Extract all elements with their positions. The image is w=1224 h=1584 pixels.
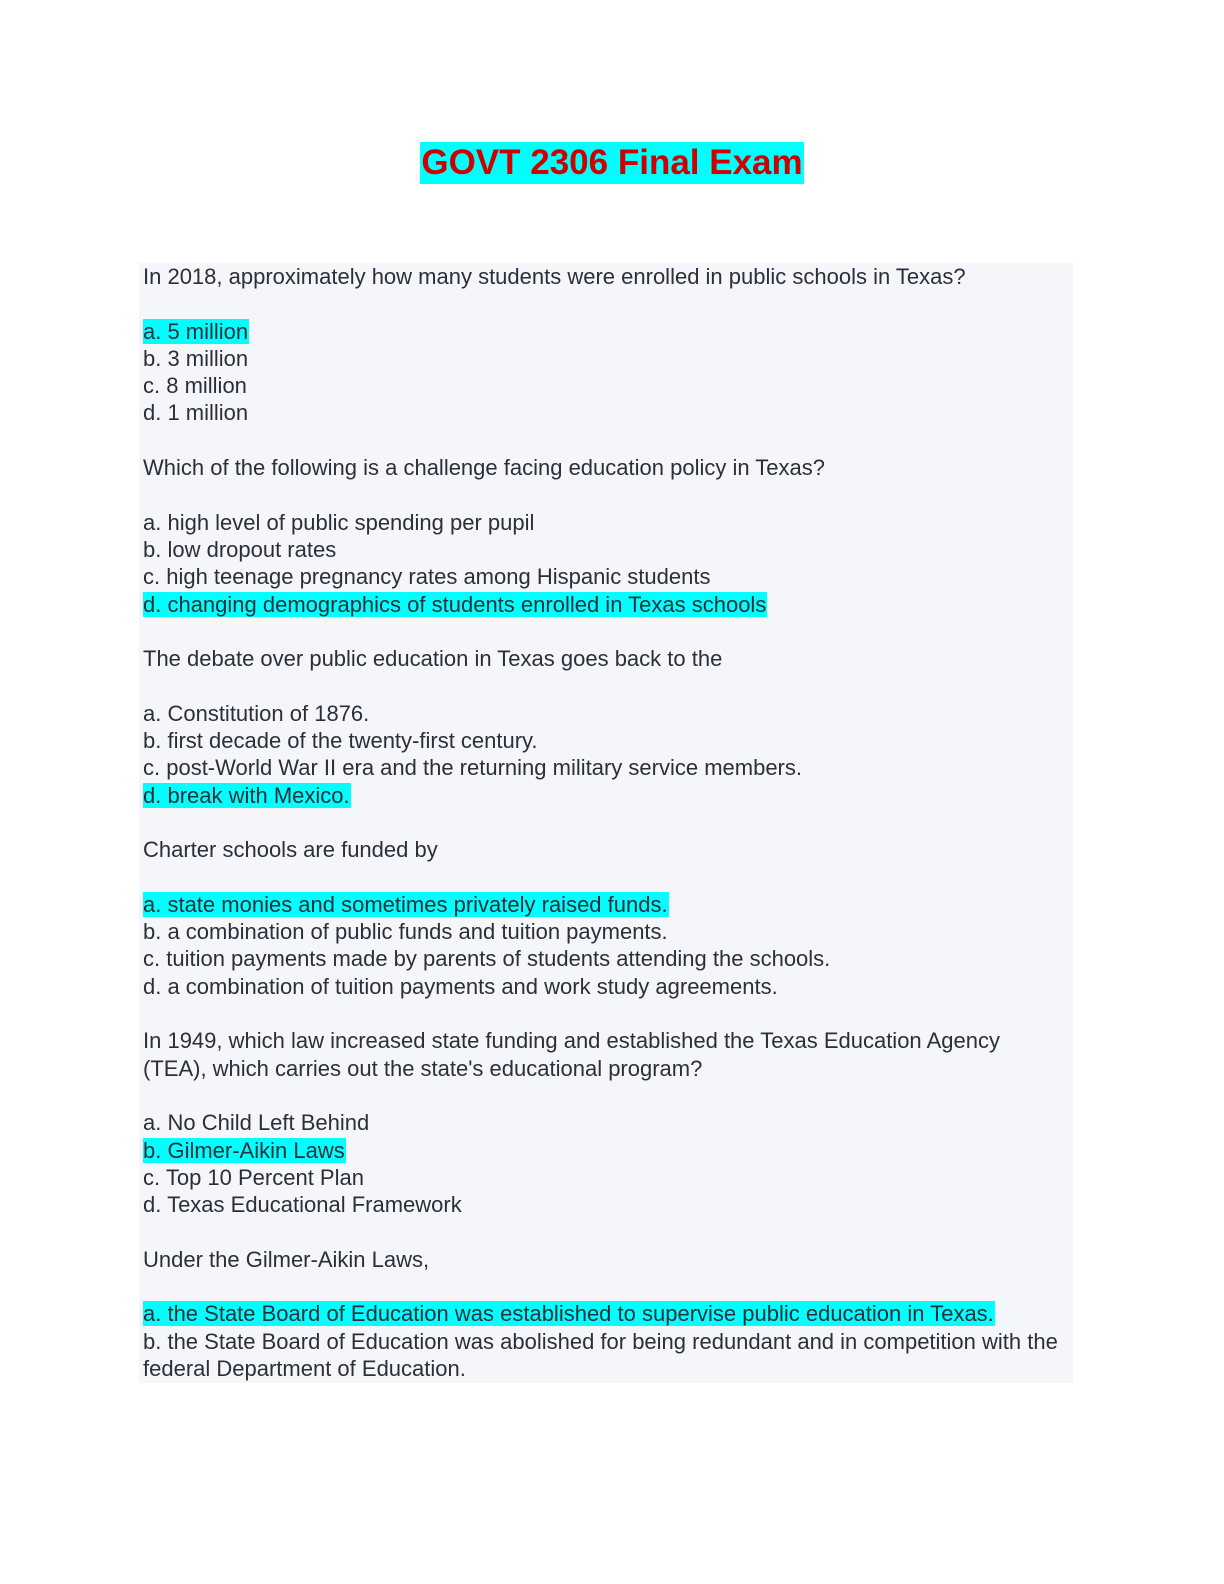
answer-option bbox=[143, 399, 1069, 426]
answer-option bbox=[143, 700, 1069, 727]
answer-option bbox=[143, 536, 1069, 563]
answer-option bbox=[143, 1328, 1069, 1383]
answer-option bbox=[143, 345, 1069, 372]
page-title: GOVT 2306 Final Exam bbox=[421, 143, 803, 182]
answer-option bbox=[143, 727, 1069, 754]
answer-option bbox=[143, 891, 1069, 918]
question-text: In 1949, which law increased state funding and established the Texas Education Agency (TEA), which carries out the state's educational program? bbox=[143, 1028, 1000, 1081]
option-label: c. post-World War II era and the returning military service members. bbox=[143, 755, 802, 781]
title-container bbox=[0, 142, 1224, 184]
answer-option bbox=[143, 1300, 1069, 1327]
option-label: a. Constitution of 1876. bbox=[143, 700, 370, 726]
question-5 bbox=[143, 1027, 1069, 1218]
answer-option bbox=[143, 918, 1069, 945]
question-3 bbox=[143, 645, 1069, 809]
question-list bbox=[139, 263, 1073, 1383]
option-list bbox=[143, 318, 1069, 427]
answer-option bbox=[143, 1164, 1069, 1191]
option-list bbox=[143, 891, 1069, 1000]
option-label: b. the State Board of Education was abolished for being redundant and in competition with the federal Department of Education. bbox=[143, 1328, 1058, 1381]
answer-option bbox=[143, 782, 1069, 809]
option-label: d. break with Mexico. bbox=[143, 782, 350, 808]
option-list bbox=[143, 1300, 1069, 1382]
answer-option bbox=[143, 563, 1069, 590]
answer-option bbox=[143, 1191, 1069, 1218]
question-2 bbox=[143, 454, 1069, 618]
answer-option bbox=[143, 945, 1069, 972]
option-label: d. 1 million bbox=[143, 400, 249, 426]
option-label: a. No Child Left Behind bbox=[143, 1110, 370, 1136]
answer-option bbox=[143, 973, 1069, 1000]
option-label: b. a combination of public funds and tuition payments. bbox=[143, 919, 668, 945]
question-4 bbox=[143, 836, 1069, 1000]
option-label: c. Top 10 Percent Plan bbox=[143, 1164, 364, 1190]
question-text: Under the Gilmer-Aikin Laws, bbox=[143, 1246, 430, 1272]
option-label: d. Texas Educational Framework bbox=[143, 1192, 462, 1218]
answer-option bbox=[143, 754, 1069, 781]
option-list bbox=[143, 1109, 1069, 1218]
answer-option bbox=[143, 318, 1069, 345]
answer-option bbox=[143, 509, 1069, 536]
option-label: c. 8 million bbox=[143, 373, 247, 399]
option-label: b. 3 million bbox=[143, 345, 249, 371]
question-6 bbox=[143, 1246, 1069, 1382]
question-1 bbox=[143, 263, 1069, 427]
option-label: c. high teenage pregnancy rates among Hispanic students bbox=[143, 564, 711, 590]
option-label: d. a combination of tuition payments and work study agreements. bbox=[143, 973, 778, 999]
option-label: b. Gilmer-Aikin Laws bbox=[143, 1137, 345, 1163]
answer-option bbox=[143, 372, 1069, 399]
option-label: a. the State Board of Education was established to supervise public education in Texas. bbox=[143, 1301, 994, 1327]
option-list bbox=[143, 700, 1069, 809]
option-label: a. 5 million bbox=[143, 318, 249, 344]
option-label: d. changing demographics of students enrolled in Texas schools bbox=[143, 591, 767, 617]
option-label: a. state monies and sometimes privately raised funds. bbox=[143, 891, 668, 917]
option-list bbox=[143, 509, 1069, 618]
answer-option bbox=[143, 1109, 1069, 1136]
question-text: The debate over public education in Texas goes back to the bbox=[143, 646, 723, 672]
option-label: b. low dropout rates bbox=[143, 536, 337, 562]
option-label: a. high level of public spending per pupil bbox=[143, 509, 535, 535]
option-label: c. tuition payments made by parents of students attending the schools. bbox=[143, 946, 831, 972]
option-label: b. first decade of the twenty-first century. bbox=[143, 728, 538, 754]
answer-option bbox=[143, 591, 1069, 618]
question-text: Which of the following is a challenge facing education policy in Texas? bbox=[143, 455, 825, 481]
question-text: Charter schools are funded by bbox=[143, 837, 438, 863]
question-text: In 2018, approximately how many students were enrolled in public schools in Texas? bbox=[143, 264, 966, 289]
answer-option bbox=[143, 1137, 1069, 1164]
